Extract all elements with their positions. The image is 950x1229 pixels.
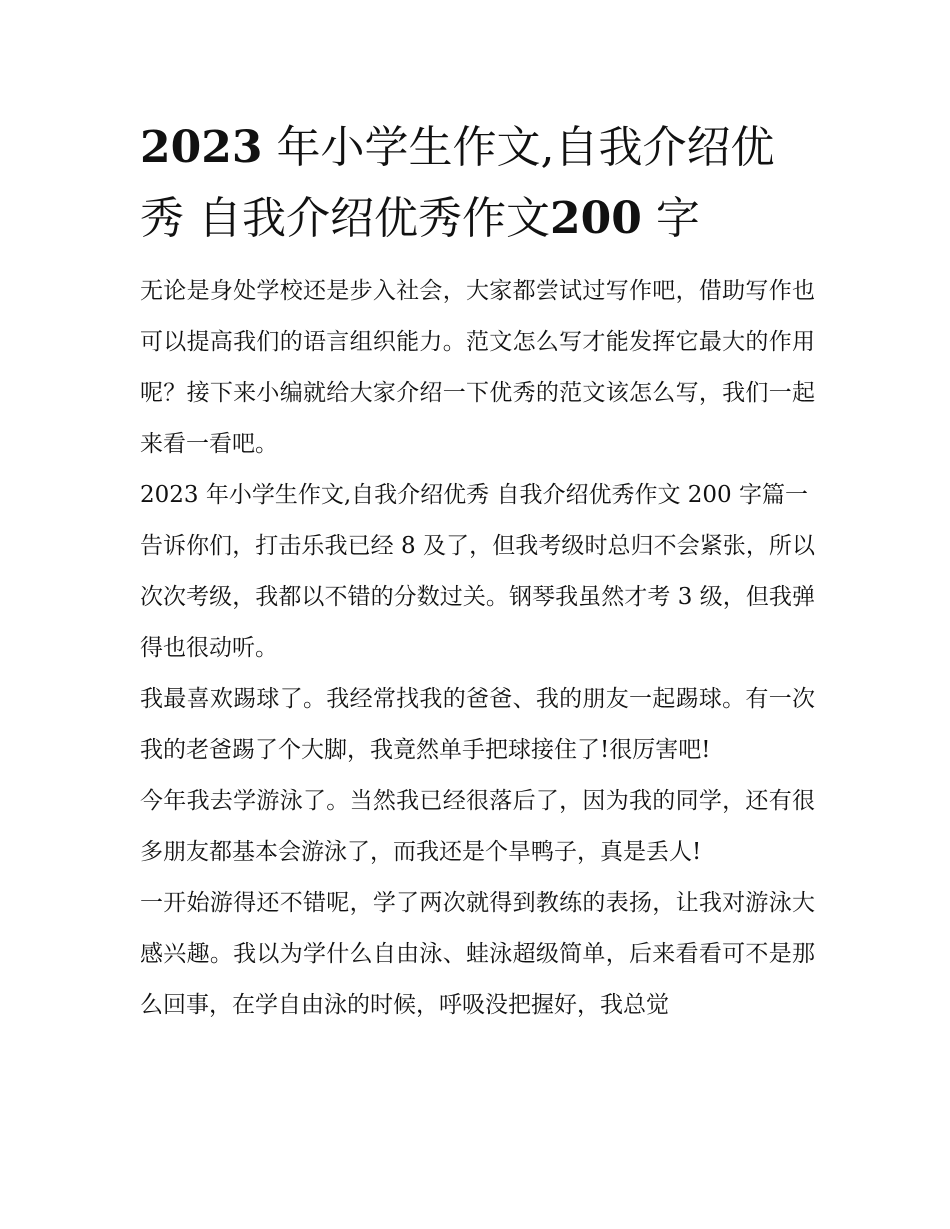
title-suffix: 字 [641,193,700,244]
body-paragraph: 告诉你们，打击乐我已经 8 及了，但我考级时总归不会紧张，所以次次考级，我都以不错的分数过关。钢琴我虽然才考 3 级，但我弹得也很动听。 [140,533,815,661]
body-paragraph: 今年我去学游泳了。当然我已经很落后了，因为我的同学，还有很多朋友都基本会游泳了，而我还是个旱鸭子，真是丢人! [140,788,815,865]
document-title [140,112,815,254]
title-year: 2023 [140,122,263,173]
body-paragraph: 一开始游得还不错呢，学了两次就得到教练的表扬，让我对游泳大感兴趣。我以为学什么自由泳、蛙泳超级简单，后来看看可不是那么回事，在学自由泳的时候，呼吸没把握好，我总觉 [140,890,815,1018]
body-paragraph: 我最喜欢踢球了。我经常找我的爸爸、我的朋友一起踢球。有一次我的老爸踢了个大脚，我竟然单手把球接住了!很厉害吧! [140,686,815,763]
intro-paragraph: 无论是身处学校还是步入社会，大家都尝试过写作吧，借助写作也可以提高我们的语言组织能力。范文怎么写才能发挥它最大的作用呢？接下来小编就给大家介绍一下优秀的范文该怎么写，我们一起来看一看吧。 [140,278,815,457]
section-heading: 2023 年小学生作文,自我介绍优秀 自我介绍优秀作文 200 字篇一 [140,482,808,508]
title-count: 200 [550,193,642,244]
title-text: 年小学生作文,自我介绍优秀 自我介绍优秀作文 [140,122,775,244]
document-page [140,112,815,1031]
